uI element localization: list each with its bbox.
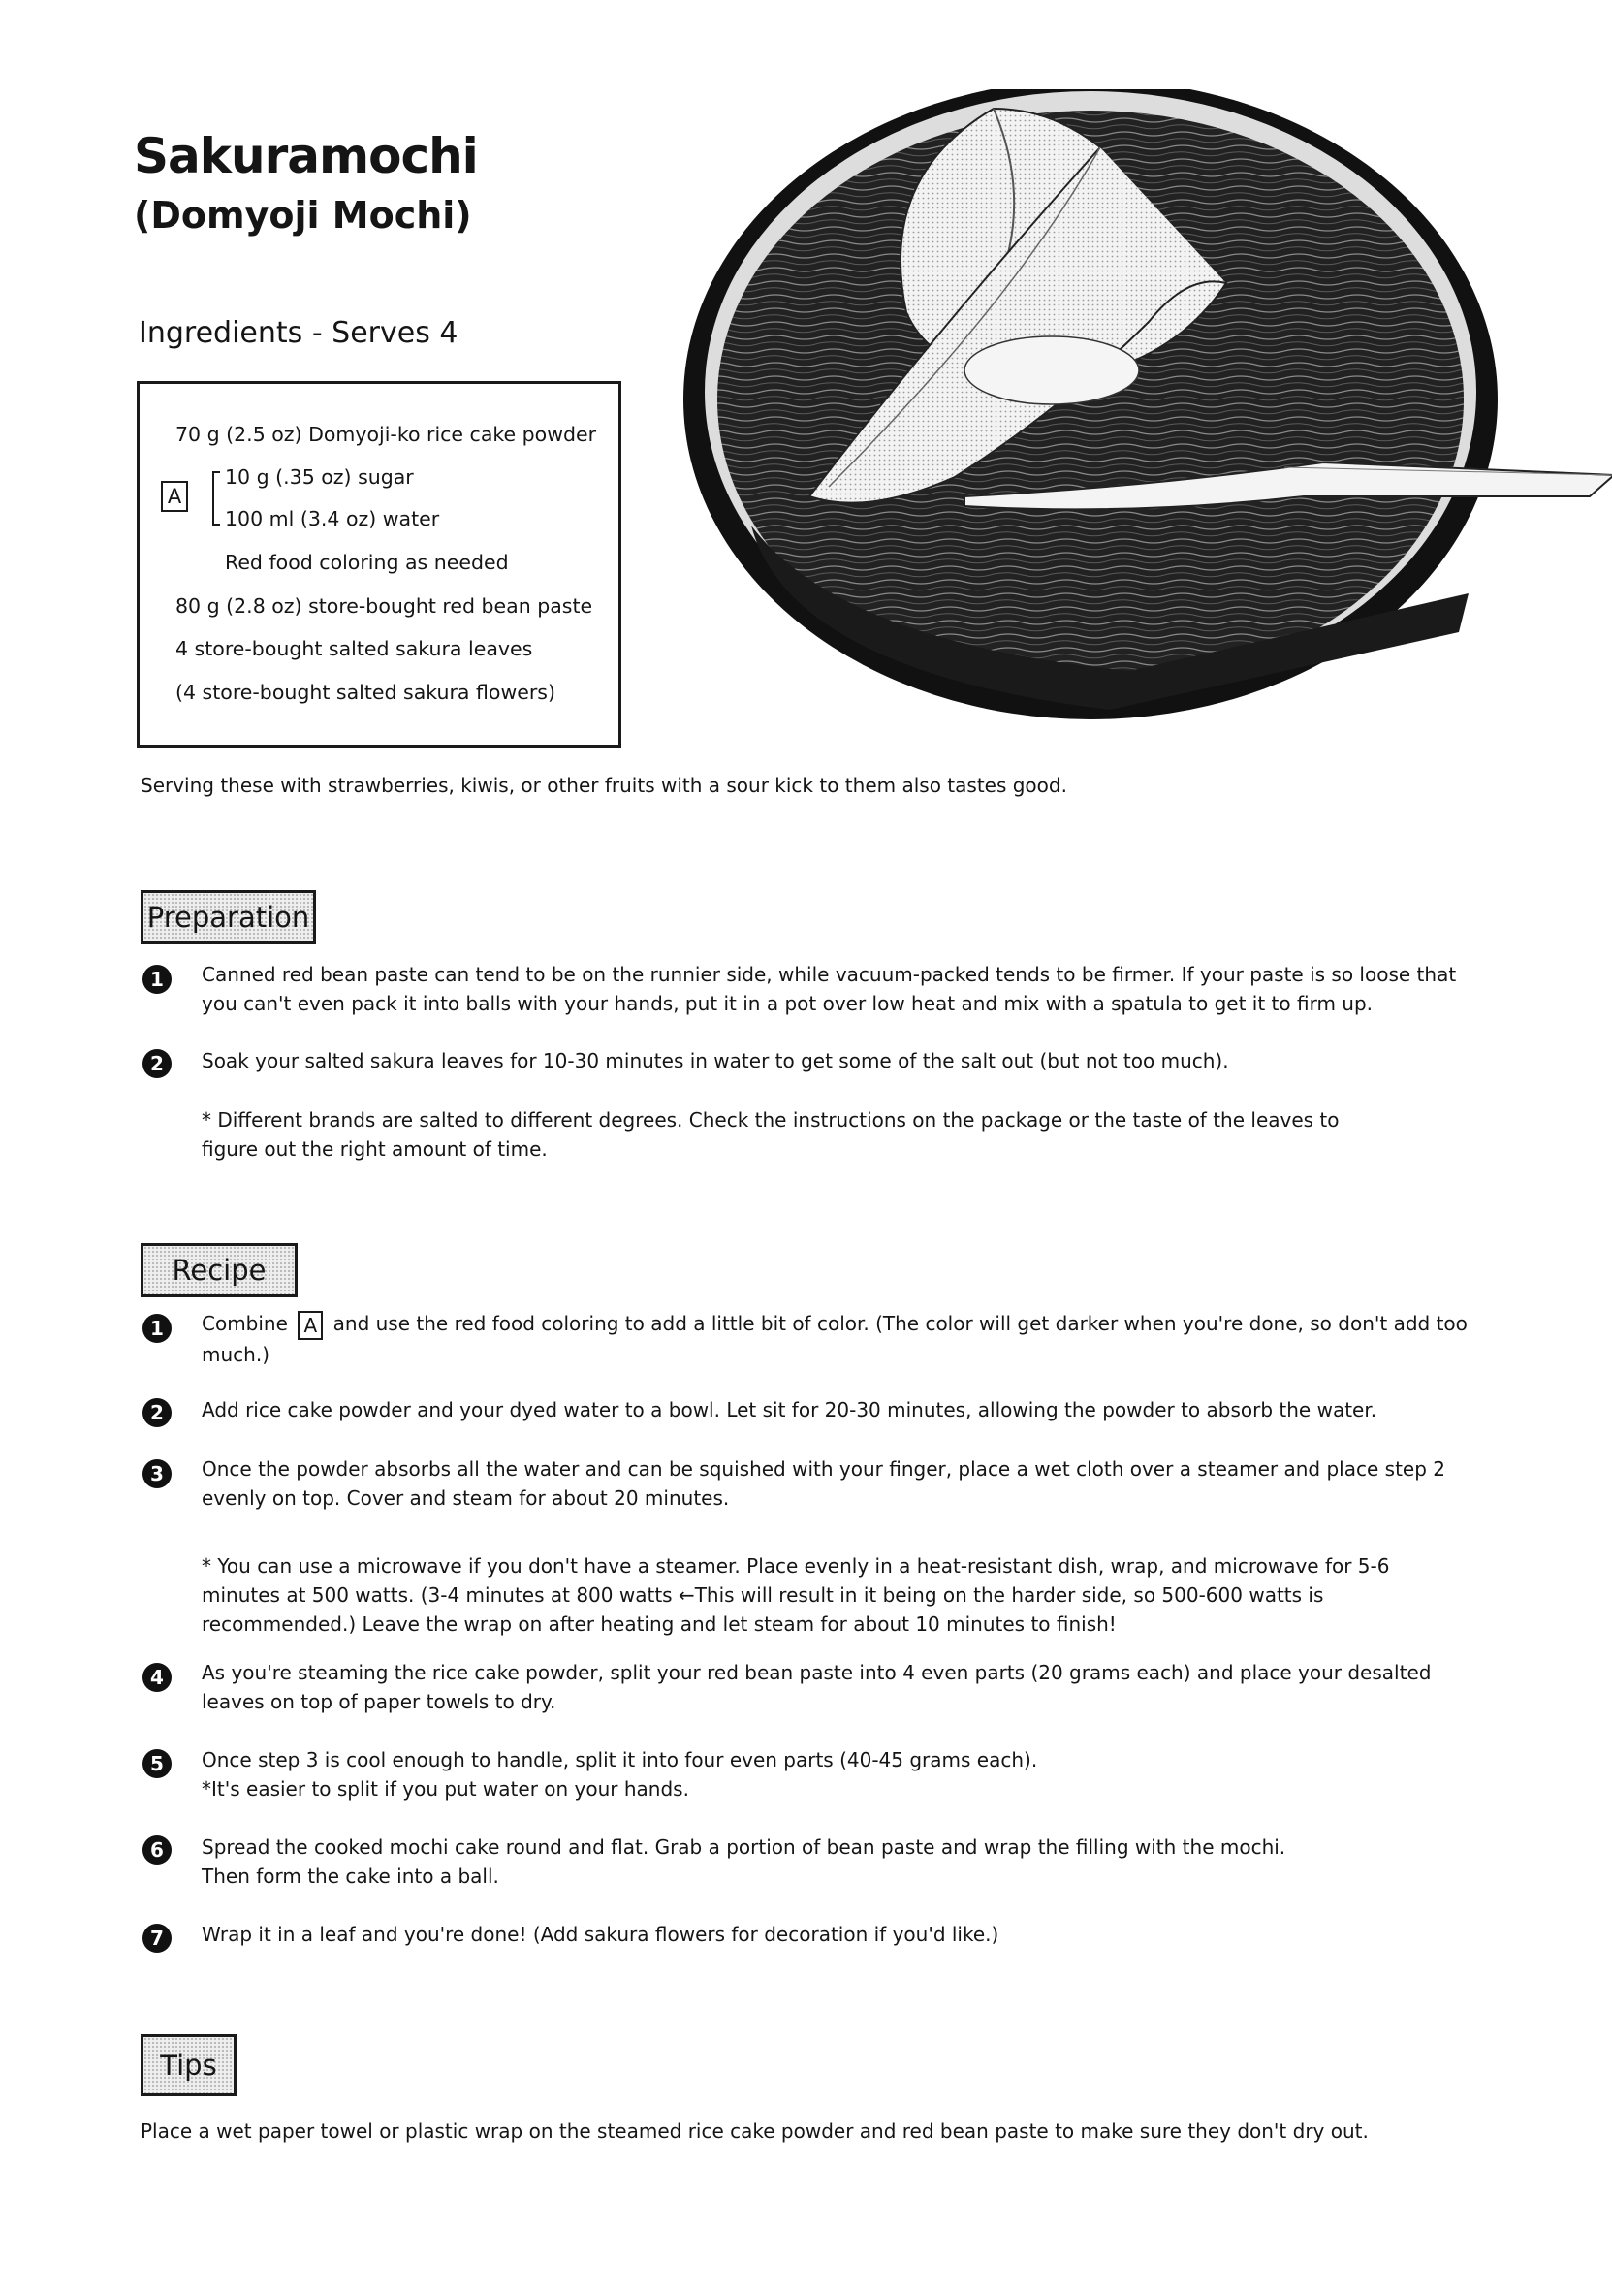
recipe-note: * You can use a microwave if you don't have a steamer. Place evenly in a heat-resistant dish, wrap, and microwave for 5-6 minutes at 500 watts. (3-4 minutes at 800 watts ←This will result in it being on the harder side, so 500-600 watts is recommended.) Leave the wrap on after heating and let steam for about 10 minutes to finish! bbox=[202, 1554, 1390, 1636]
ingredient-line: 100 ml (3.4 oz) water bbox=[225, 507, 440, 530]
step-number-badge: 5 bbox=[142, 1749, 172, 1778]
page-subtitle: (Domyoji Mochi) bbox=[134, 194, 472, 237]
recipe-step-text: Combine bbox=[202, 1312, 288, 1335]
step-number-badge: 1 bbox=[142, 965, 172, 994]
ingredient-group-ref: A bbox=[298, 1311, 323, 1340]
ingredient-line: Red food coloring as needed bbox=[225, 551, 509, 574]
recipe-section-label: Recipe bbox=[141, 1243, 298, 1297]
recipe-step: Once the powder absorbs all the water and can be squished with your finger, place a wet cloth over a steamer and place step 2 evenly on top. Cover and steam for about 20 minutes. bbox=[202, 1457, 1445, 1510]
ingredients-box bbox=[137, 381, 621, 748]
recipe-step-text: and use the red food coloring to add a little bit of color. (The color will get darker when you're done, so don't add too much.) bbox=[202, 1312, 1468, 1366]
ingredient-line: (4 store-bought salted sakura flowers) bbox=[175, 681, 555, 704]
recipe-step-subnote: Then form the cake into a ball. bbox=[202, 1865, 499, 1888]
step-number-badge: 3 bbox=[142, 1459, 172, 1488]
tips-text: Place a wet paper towel or plastic wrap on the steamed rice cake powder and red bean paste to make sure they don't dry out. bbox=[141, 2120, 1369, 2143]
preparation-section-label: Preparation bbox=[141, 890, 316, 944]
sakuramochi-illustration bbox=[645, 89, 1612, 749]
ingredient-line: 10 g (.35 oz) sugar bbox=[225, 465, 414, 489]
step-number-badge: 2 bbox=[142, 1398, 172, 1427]
recipe-step-text: Spread the cooked mochi cake round and flat. Grab a portion of bean paste and wrap the filling with the mochi. bbox=[202, 1835, 1286, 1859]
recipe-step bbox=[202, 1309, 1471, 1369]
recipe-step: Add rice cake powder and your dyed water to a bowl. Let sit for 20-30 minutes, allowing the powder to absorb the water. bbox=[202, 1398, 1377, 1421]
preparation-step: Canned red bean paste can tend to be on the runnier side, while vacuum-packed tends to be firmer. If your paste is so loose that you can't even pack it into balls with your hands, put it in a pot over low heat and mix with a spatula to get it to firm up. bbox=[202, 963, 1457, 1015]
preparation-note: * Different brands are salted to different degrees. Check the instructions on the package or the taste of the leaves to figure out the right amount of time. bbox=[202, 1108, 1340, 1161]
step-number-badge: 2 bbox=[142, 1049, 172, 1078]
step-number-badge: 7 bbox=[142, 1924, 172, 1953]
recipe-step-subnote: *It's easier to split if you put water on your hands. bbox=[202, 1777, 689, 1801]
step-number-badge: 6 bbox=[142, 1835, 172, 1865]
recipe-step bbox=[202, 1833, 1471, 1891]
serving-note: Serving these with strawberries, kiwis, or other fruits with a sour kick to them also tastes good. bbox=[141, 774, 1067, 797]
page-title: Sakuramochi bbox=[134, 128, 478, 184]
preparation-step: Soak your salted sakura leaves for 10-30 minutes in water to get some of the salt out (but not too much). bbox=[202, 1049, 1229, 1072]
step-number-badge: 4 bbox=[142, 1663, 172, 1692]
recipe-step bbox=[202, 1745, 1471, 1803]
tips-section-label: Tips bbox=[141, 2034, 237, 2096]
mochi-cake bbox=[964, 336, 1139, 404]
ingredient-line: 80 g (2.8 oz) store-bought red bean paste bbox=[175, 594, 593, 618]
recipe-step-text: Once step 3 is cool enough to handle, split it into four even parts (40-45 grams each). bbox=[202, 1748, 1038, 1771]
ingredient-line: 4 store-bought salted sakura leaves bbox=[175, 637, 533, 660]
recipe-step: As you're steaming the rice cake powder, split your red bean paste into 4 even parts (20 grams each) and place your desalted leaves on top of paper towels to dry. bbox=[202, 1661, 1432, 1713]
recipe-step: Wrap it in a leaf and you're done! (Add sakura flowers for decoration if you'd like.) bbox=[202, 1923, 999, 1946]
ingredient-group-label: A bbox=[161, 481, 188, 512]
ingredients-heading: Ingredients - Serves 4 bbox=[139, 316, 458, 350]
step-number-badge: 1 bbox=[142, 1314, 172, 1343]
ingredient-line: 70 g (2.5 oz) Domyoji-ko rice cake powder bbox=[175, 423, 597, 446]
ingredient-group-bracket bbox=[212, 471, 220, 526]
